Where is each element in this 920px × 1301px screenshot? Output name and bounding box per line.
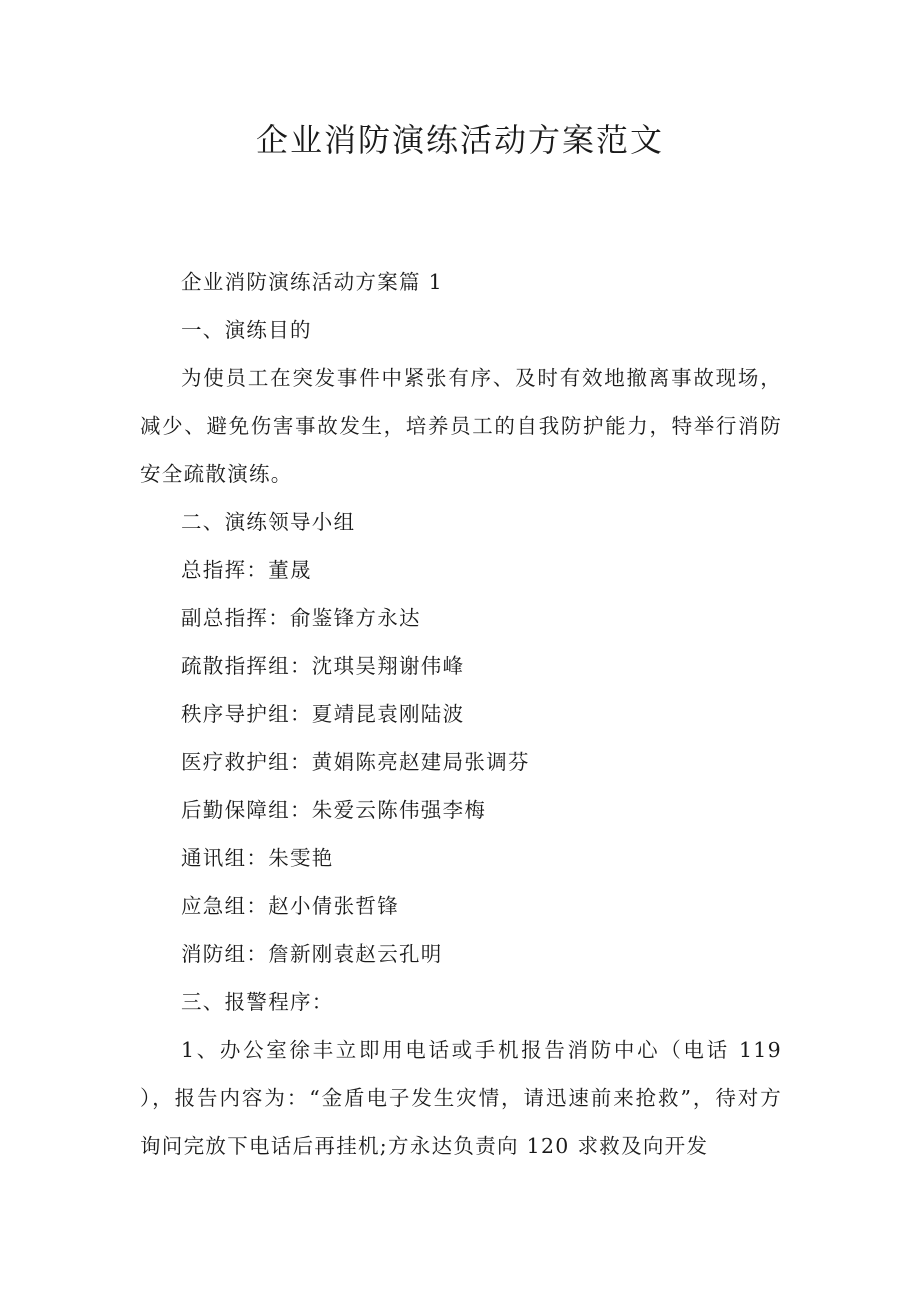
list-item: 后勤保障组：朱爱云陈伟强李梅	[181, 798, 487, 822]
document-title: 企业消防演练活动方案范文	[255, 121, 664, 159]
list-item: 总指挥：董晟	[181, 558, 312, 582]
section-heading: 一、演练目的	[181, 318, 312, 342]
section-heading: 三、报警程序：	[181, 990, 334, 1014]
list-item: 疏散指挥组：沈琪吴翔谢伟峰	[181, 654, 465, 678]
list-item: 应急组：赵小倩张哲锋	[181, 894, 399, 918]
section-heading: 企业消防演练活动方案篇 1	[181, 270, 443, 294]
list-item: 通讯组：朱雯艳	[181, 846, 334, 870]
list-item: 消防组：詹新刚袁赵云孔明	[181, 942, 443, 966]
section-heading: 二、演练领导小组	[181, 510, 356, 534]
list-item: 副总指挥：俞鉴锋方永达	[181, 606, 421, 630]
body-paragraph: 1、办公室徐丰立即用电话或手机报告消防中心（电话 119 ），报告内容为：“金盾电子发生灾情，请迅速前来抢救”，待对方询问完放下电话后再挂机;方永达负责向 120 求救及向开发	[140, 1038, 782, 1158]
body-paragraph: 为使员工在突发事件中紧张有序、及时有效地撤离事故现场，减少、避免伤害事故发生，培养员工的自我防护能力，特举行消防安全疏散演练。	[140, 366, 782, 486]
list-item: 秩序导护组：夏靖昆袁刚陆波	[181, 702, 465, 726]
list-item: 医疗救护组：黄娟陈亮赵建局张调芬	[181, 750, 530, 774]
document-body	[140, 258, 782, 1170]
